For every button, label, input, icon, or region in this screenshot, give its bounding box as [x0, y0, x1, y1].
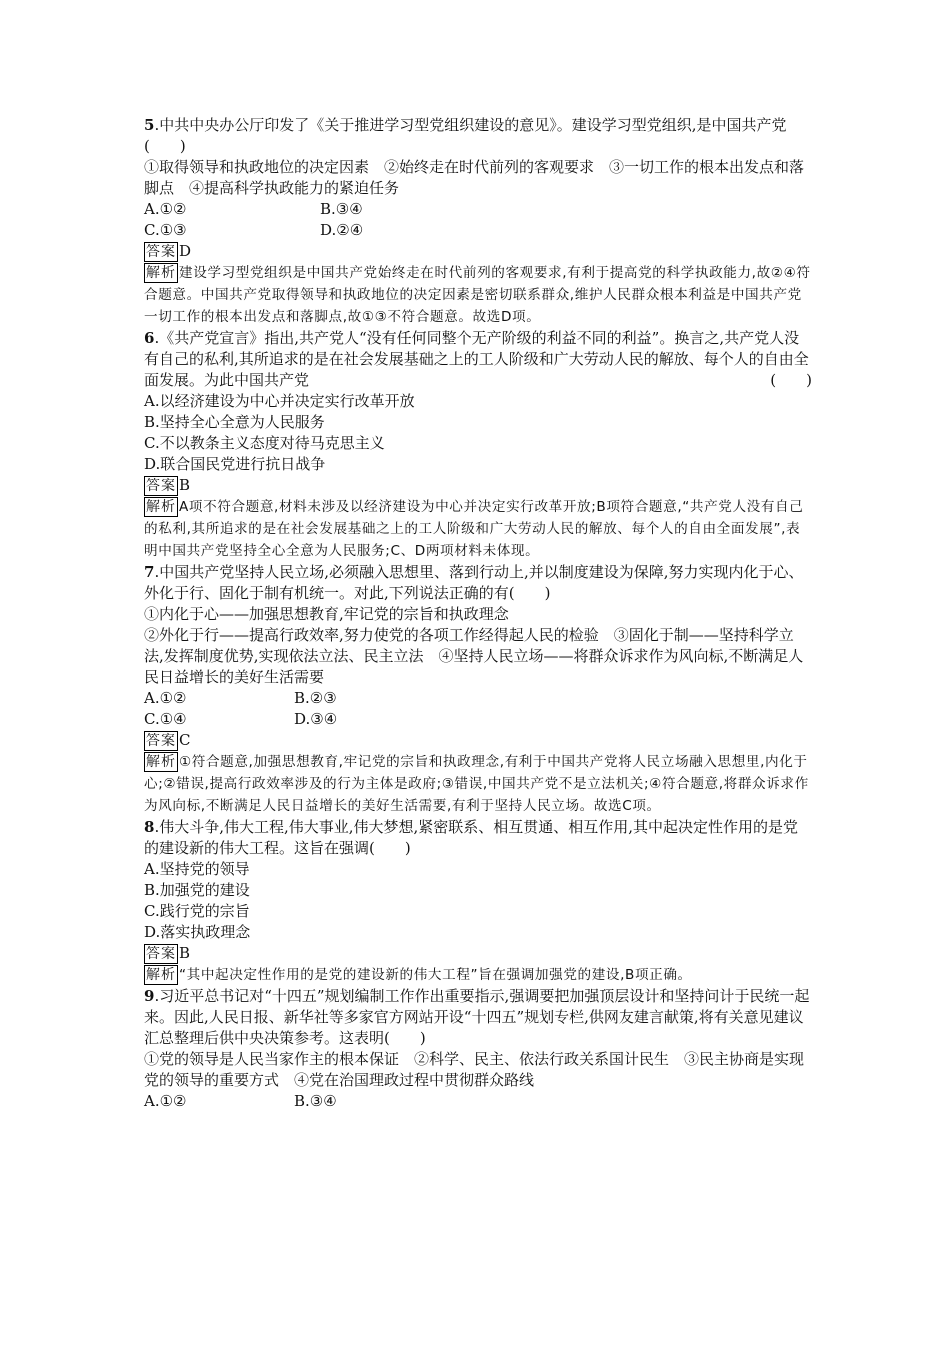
question-7	[144, 562, 812, 817]
question-5	[144, 115, 812, 328]
answer-tag: 答案	[146, 733, 176, 749]
answer-value: B	[179, 476, 191, 494]
explain-tag: 解析	[146, 499, 176, 515]
option-a: A.以经济建设为中心并决定实行改革开放	[144, 392, 415, 410]
answer-tag: 答案	[146, 244, 176, 260]
question-stem: 7.中国共产党坚持人民立场,必须融入思想里、落到行动上,并以制度建设为保障,努力实现内化于心、外化于行、固化于制有机统一。对此,下列说法正确的有( )	[144, 563, 804, 602]
answer-line	[144, 943, 812, 964]
answer-tag: 答案	[146, 946, 176, 962]
question-stem: 9.习近平总书记对“十四五”规划编制工作作出重要指示,强调要把加强顶层设计和坚持问计于民统一起来。因此,人民日报、新华社等多家官方网站开设“十四五”规划专栏,供网友建言献策,将有关意见建议汇总整理后供中央决策参考。这表明( )	[144, 987, 810, 1047]
question-statements: ①内化于心——加强思想教育,牢记党的宗旨和执政理念 ②外化于行——提高行政效率,努力使党的各项工作经得起人民的检验 ③固化于制——坚持科学立法,发挥制度优势,实现依法立法、民主立法 ④坚持人民立场——将群众诉求作为风向标,不断满足人民日益增长的美好生活需要	[144, 605, 804, 686]
option-c: C.践行党的宗旨	[144, 902, 250, 920]
answer-tag: 答案	[146, 478, 176, 494]
question-list	[144, 115, 812, 1112]
option-a: A.坚持党的领导	[144, 860, 250, 878]
option-d: D.联合国民党进行抗日战争	[144, 455, 326, 473]
question-8	[144, 817, 812, 986]
answer-value: B	[179, 944, 191, 962]
option-row	[144, 688, 812, 709]
explanation: 解析 “其中起决定性作用的是党的建设新的伟大工程”旨在强调加强党的建设,B项正确。	[146, 967, 692, 983]
option-b: B.③④	[294, 1092, 337, 1110]
answer-value: D	[179, 242, 192, 260]
option-c: C.①④	[144, 710, 187, 728]
explanation: 解析 建设学习型党组织是中国共产党始终走在时代前列的客观要求,有利于提高党的科学执政能力,故②④符合题意。中国共产党取得领导和执政地位的决定因素是密切联系群众,维护人民群众根本利益是中国共产党一切工作的根本出发点和落脚点,故①③不符合题意。故选D项。	[144, 265, 811, 325]
option-c: C.①③	[144, 221, 187, 239]
option-row	[144, 1091, 812, 1112]
question-stem: 6.《共产党宣言》指出,共产党人“没有任何同整个无产阶级的利益不同的利益”。换言之,共产党人没有自己的私利,其所追求的是在社会发展基础之上的工人阶级和广大劳动人民的解放、每个人的自由全面发展。为此中国共产党 ( )	[144, 329, 812, 389]
option-d: D.落实执政理念	[144, 923, 251, 941]
option-d: D.③④	[294, 710, 338, 728]
answer-line	[144, 730, 812, 751]
question-statements: ①党的领导是人民当家作主的根本保证 ②科学、民主、依法行政关系国计民生 ③民主协商是实现党的领导的重要方式 ④党在治国理政过程中贯彻群众路线	[144, 1050, 805, 1089]
explanation: 解析 ①符合题意,加强思想教育,牢记党的宗旨和执政理念,有利于中国共产党将人民立场融入思想里,内化于心;②错误,提高行政效率涉及的行为主体是政府;③错误,中国共产党不是立法机关;④符合题意,将群众诉求作为风向标,不断满足人民日益增长的美好生活需要,有利于坚持人民立场。故选C项。	[144, 754, 809, 814]
question-stem: 8.伟大斗争,伟大工程,伟大事业,伟大梦想,紧密联系、相互贯通、相互作用,其中起决定性作用的是党的建设新的伟大工程。这旨在强调( )	[144, 818, 799, 857]
option-row	[144, 709, 812, 730]
option-b: B.②③	[294, 689, 337, 707]
explain-tag: 解析	[146, 967, 176, 983]
explain-tag: 解析	[146, 754, 176, 770]
option-b: B.③④	[320, 200, 363, 218]
question-statements: ①取得领导和执政地位的决定因素 ②始终走在时代前列的客观要求 ③一切工作的根本出发点和落脚点 ④提高科学执政能力的紧迫任务	[144, 158, 805, 197]
option-b: B.坚持全心全意为人民服务	[144, 413, 325, 431]
option-a: A.①②	[144, 689, 187, 707]
option-d: D.②④	[320, 221, 364, 239]
option-b: B.加强党的建设	[144, 881, 250, 899]
option-a: A.①②	[144, 200, 187, 218]
option-row	[144, 199, 812, 220]
question-stem: 5.中共中央办公厅印发了《关于推进学习型党组织建设的意见》。建设学习型党组织,是中国共产党( )	[144, 116, 787, 155]
option-c: C.不以教条主义态度对待马克思主义	[144, 434, 385, 452]
answer-blank: ( )	[770, 371, 812, 389]
answer-value: C	[179, 731, 191, 749]
answer-line	[144, 241, 812, 262]
question-6	[144, 328, 812, 562]
explanation: 解析 A项不符合题意,材料未涉及以经济建设为中心并决定实行改革开放;B项符合题意,“共产党人没有自己的私利,其所追求的是在社会发展基础之上的工人阶级和广大劳动人民的解放、每个人的自由全面发展”,表明中国共产党坚持全心全意为人民服务;C、D两项材料未体现。	[144, 499, 804, 559]
question-9	[144, 986, 812, 1112]
option-a: A.①②	[144, 1092, 187, 1110]
answer-line	[144, 475, 812, 496]
option-row	[144, 220, 812, 241]
explain-tag: 解析	[146, 265, 176, 281]
